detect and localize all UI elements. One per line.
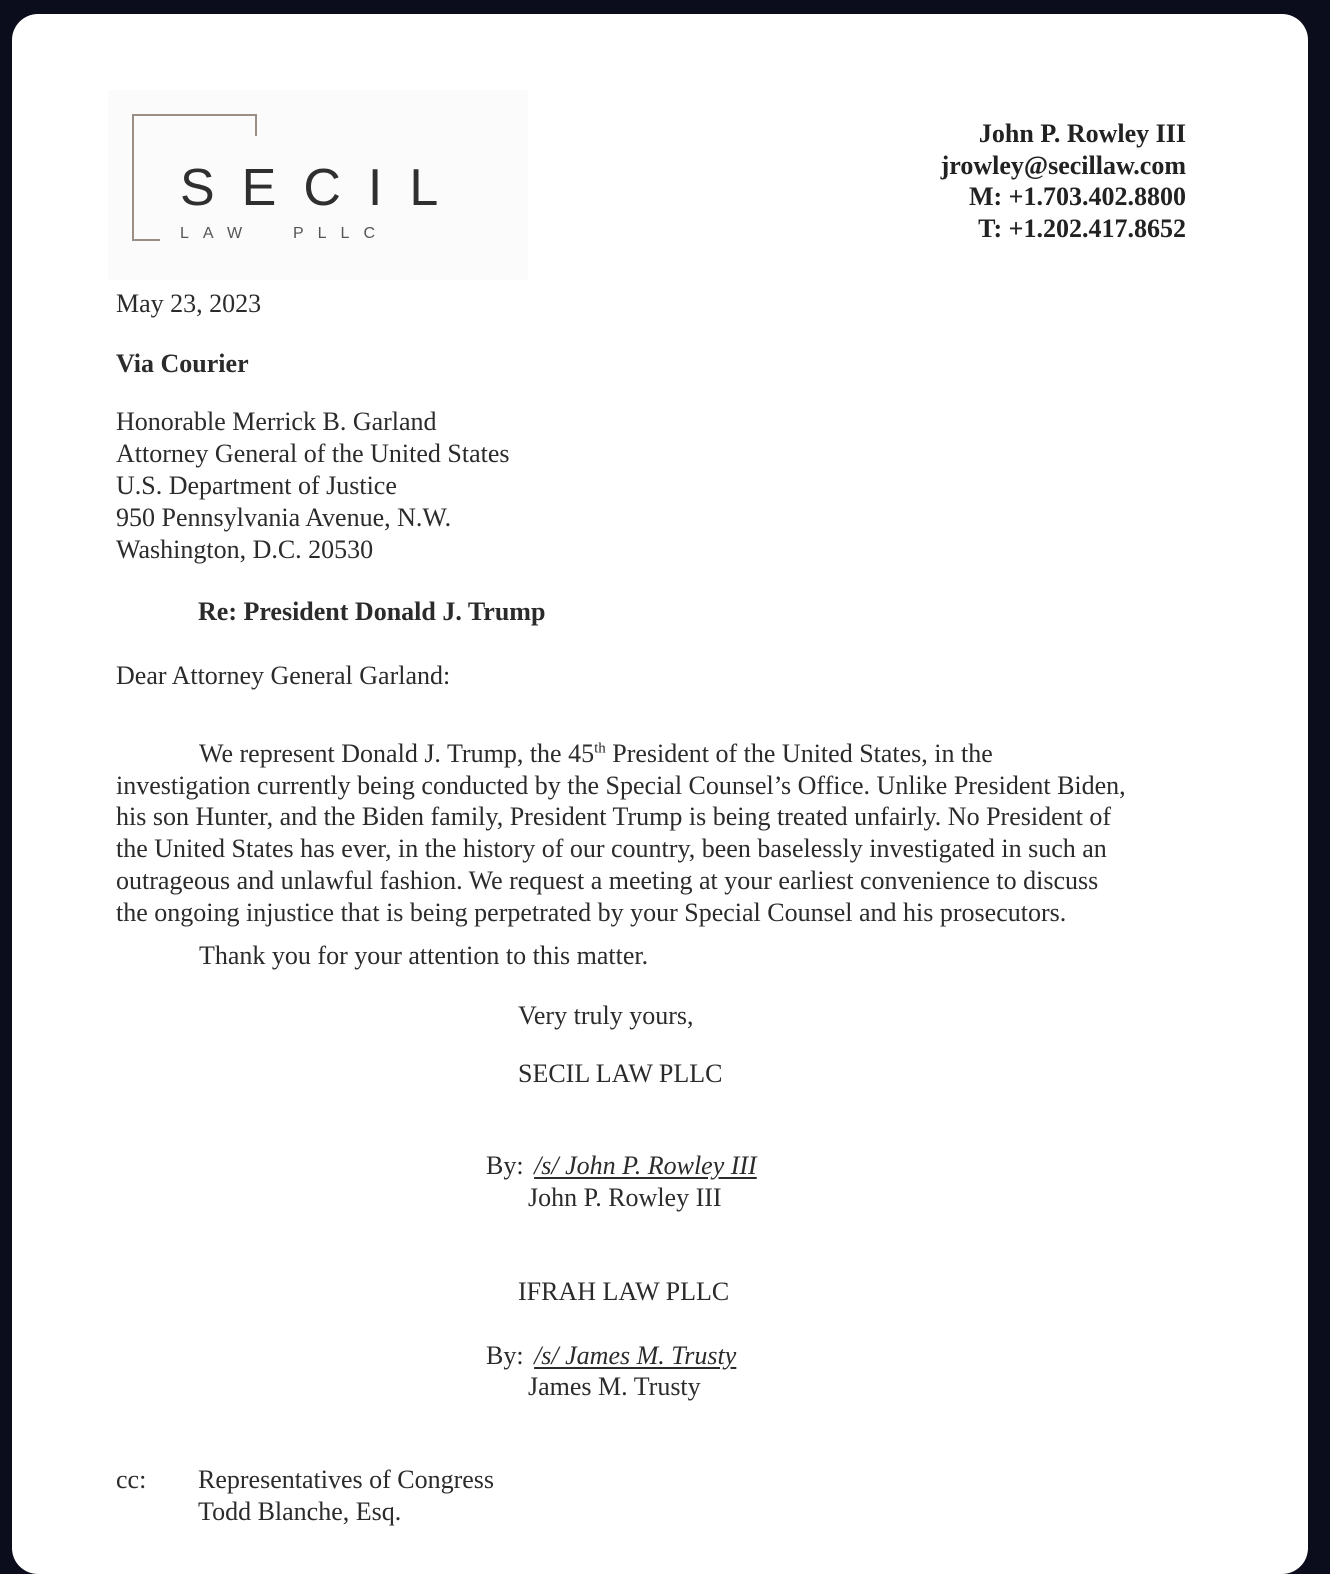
recipient-line: Honorable Merrick B. Garland [116,407,437,436]
signatory-name: James M. Trusty [528,1372,701,1401]
recipient-line: Attorney General of the United States [116,439,510,468]
logo-firm-name: SECIL [180,159,466,217]
body-line: the United States has ever, in the history of our country, been baselessly investigated in such an [116,834,1107,864]
logo-frame-left [132,114,134,241]
body-line: the ongoing injustice that is being perpetrated by your Special Counsel and his prosecutors. [116,897,1067,927]
closing: Very truly yours, [518,1001,694,1030]
body-line-text: We represent Donald J. Trump, the 45 [199,739,595,768]
delivery-method: Via Courier [116,349,249,378]
contact-phone: T: +1.202.417.8652 [978,213,1186,243]
contact-name: John P. Rowley III [978,119,1186,148]
signatory-firm: IFRAH LAW PLLC [518,1277,730,1306]
contact-email: jrowley@secillaw.com [940,150,1186,180]
letter-page [12,14,1308,1574]
body-line: investigation currently being conducted by the Special Counsel’s Office. Unlike President Biden, [116,770,1126,800]
signature-line [486,1150,757,1182]
body-line: outrageous and unlawful fashion. We request a meeting at your earliest convenience to discuss [116,865,1099,895]
by-label: By: [486,1341,524,1370]
salutation: Dear Attorney General Garland: [116,661,451,690]
thanks-line: Thank you for your attention to this matter. [199,941,649,970]
recipient-line: U.S. Department of Justice [116,471,397,500]
cc-recipient: Representatives of Congress [198,1465,495,1494]
signature: /s/ John P. Rowley III [534,1151,757,1180]
body-line [116,738,1196,770]
re-line: Re: President Donald J. Trump [198,597,546,626]
logo-firm-subtitle: LAW PLLC [180,225,389,242]
logo-frame-top [132,114,257,116]
signatory-firm: SECIL LAW PLLC [518,1059,723,1088]
cc-recipients [198,1464,494,1528]
logo-frame-bottom [132,239,160,241]
signatory-name: John P. Rowley III [528,1183,722,1212]
ordinal-suffix: th [594,740,606,757]
logo-frame-right [255,114,257,136]
body-line: his son Hunter, and the Biden family, President Trump is being treated unfairly. No President of [116,802,1111,832]
contact-mobile: M: +1.703.402.8800 [968,182,1186,211]
recipient-line: Washington, D.C. 20530 [116,535,374,564]
letter-date: May 23, 2023 [116,289,262,318]
by-label: By: [486,1151,524,1180]
cc-recipient: Todd Blanche, Esq. [198,1497,402,1526]
body-paragraph [116,738,1196,928]
body-line-text: President of the United States, in the [605,739,993,768]
signature-line [486,1340,736,1372]
signature: /s/ James M. Trusty [534,1341,737,1370]
recipient-line: 950 Pennsylvania Avenue, N.W. [116,503,452,532]
cc-label: cc: [116,1465,147,1494]
letterhead-contact [941,118,1186,244]
